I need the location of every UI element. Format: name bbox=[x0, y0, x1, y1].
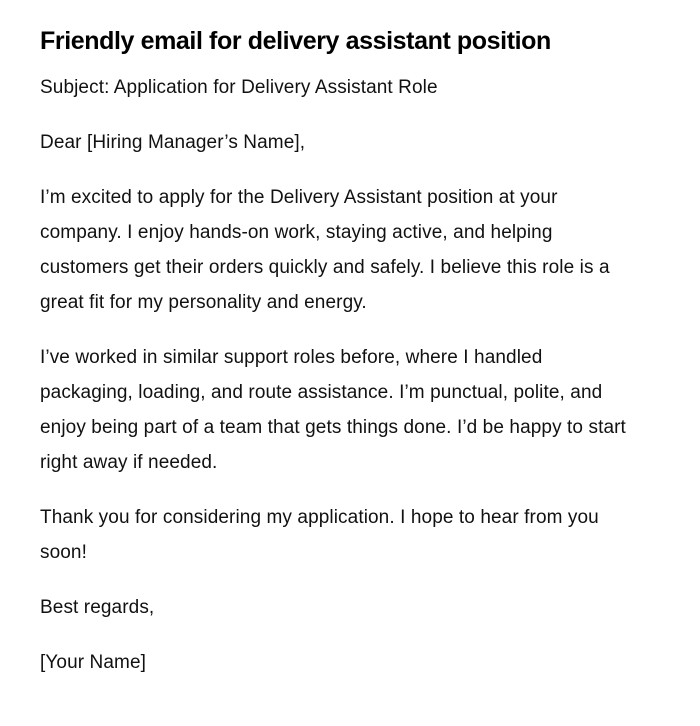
email-document bbox=[40, 23, 640, 680]
email-closing: Best regards, bbox=[40, 597, 155, 618]
email-signature: [Your Name] bbox=[40, 652, 147, 673]
email-paragraph-intro: I’m excited to apply for the Delivery Assistant position at your company. I enjoy hands-on work, staying active, and helping customers get their orders quickly and safely. I believe this role is a great fit for my personality and energy. bbox=[40, 187, 610, 313]
email-paragraph-experience: I’ve worked in similar support roles before, where I handled packaging, loading, and route assistance. I’m punctual, polite, and enjoy being part of a team that gets things done. I’d be happy to start right away if needed. bbox=[40, 347, 626, 473]
email-subject-line: Subject: Application for Delivery Assistant Role bbox=[40, 77, 438, 98]
document-title: Friendly email for delivery assistant position bbox=[40, 27, 551, 55]
email-paragraph-thanks: Thank you for considering my application. I hope to hear from you soon! bbox=[40, 507, 599, 563]
email-greeting: Dear [Hiring Manager’s Name], bbox=[40, 132, 306, 153]
